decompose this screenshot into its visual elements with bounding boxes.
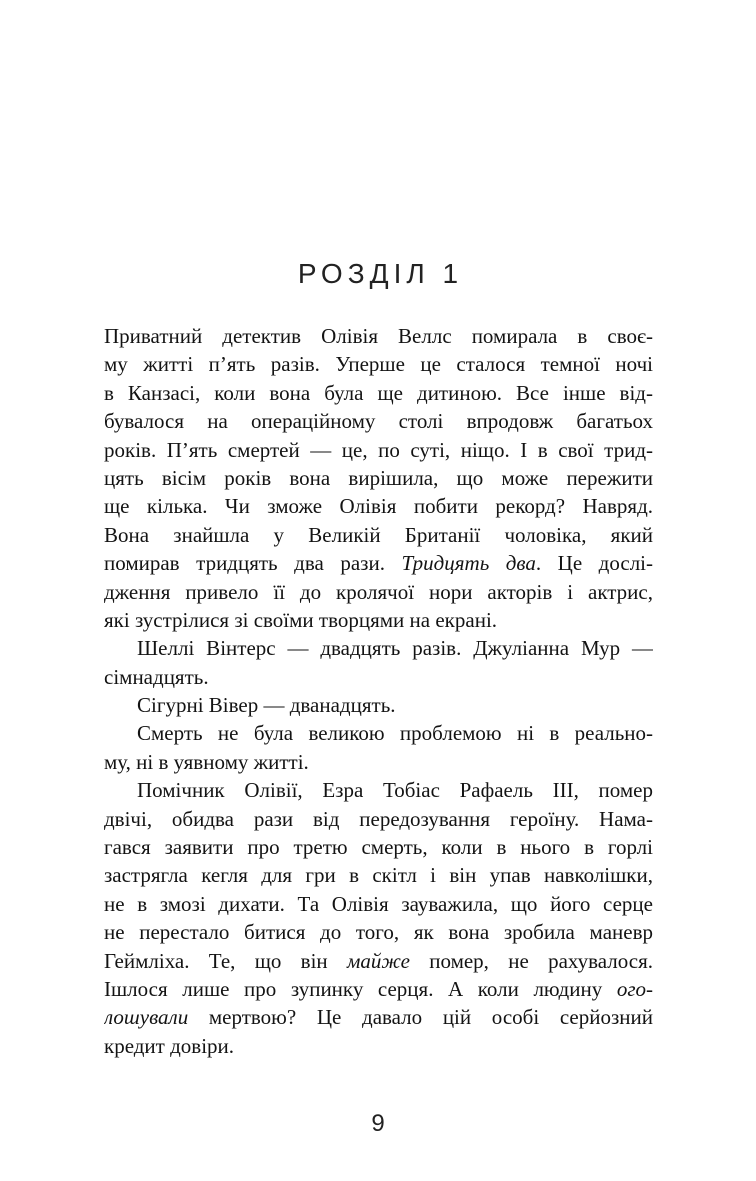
text-line xyxy=(104,805,653,833)
italic-text: ого- xyxy=(616,976,653,1001)
regular-text: не перестало битися до того, як вона зробила маневр xyxy=(104,920,653,945)
regular-text: бувалося на операційному столі впродовж багатьох xyxy=(104,409,653,434)
regular-text: цять вісім років вона вирішила, що може пережити xyxy=(104,465,653,490)
paragraph xyxy=(104,634,653,691)
text-line xyxy=(104,606,653,634)
regular-text: дження привело її до кролячої нори акторів і актрис, xyxy=(104,579,653,604)
paragraph xyxy=(104,719,653,776)
text-line xyxy=(104,379,653,407)
regular-text: сімнадцять. xyxy=(104,664,209,689)
text-line xyxy=(104,350,653,378)
regular-text: кредит довіри. xyxy=(104,1033,235,1058)
text-line xyxy=(104,918,653,946)
chapter-heading: РОЗДІЛ 1 xyxy=(297,258,464,289)
regular-text: Геймліха. Те, що він xyxy=(104,948,347,973)
text-line xyxy=(104,436,653,464)
regular-text: помирав тридцять два рази. xyxy=(104,551,402,576)
text-line xyxy=(104,322,653,350)
paragraph xyxy=(104,322,653,634)
body-text xyxy=(104,322,653,1060)
text-line xyxy=(104,947,653,975)
regular-text: не в змозі дихати. Та Олівія зауважила, що його серце xyxy=(104,891,653,916)
text-line xyxy=(104,407,653,435)
regular-text: . Це дослі- xyxy=(535,551,653,576)
regular-text: які зустрілися зі своїми творцями на екрані. xyxy=(104,607,498,632)
text-line xyxy=(104,748,653,776)
text-line xyxy=(104,691,653,719)
italic-text: лошували xyxy=(104,1005,189,1030)
text-line xyxy=(104,975,653,1003)
text-line xyxy=(104,521,653,549)
text-line xyxy=(104,464,653,492)
regular-text: ще кілька. Чи зможе Олівія побити рекорд? Навряд. xyxy=(104,494,653,519)
regular-text: гався заявити про третю смерть, коли в нього в горлі xyxy=(104,835,653,860)
page-number: 9 xyxy=(371,1110,385,1137)
regular-text: Приватний детектив Олівія Веллс помирала в своє- xyxy=(104,324,653,348)
regular-text: Помічник Олівії, Езра Тобіас Рафаель III, помер xyxy=(137,778,653,803)
text-line xyxy=(104,578,653,606)
regular-text: Шеллі Вінтерс — двадцять разів. Джуліанна Мур — xyxy=(137,636,653,661)
regular-text: Сігурні Вівер — дванадцять. xyxy=(137,693,396,718)
text-line xyxy=(104,890,653,918)
regular-text: застрягла кегля для гри в скітл і він упав навколішки, xyxy=(104,863,653,888)
italic-text: Тридцять два xyxy=(401,551,536,576)
text-line xyxy=(104,549,653,577)
regular-text: Смерть не була великою проблемою ні в реально- xyxy=(137,721,653,746)
text-line xyxy=(104,1032,653,1060)
regular-text: му житті п’ять разів. Уперше це сталося темної ночі xyxy=(104,352,653,377)
regular-text: мертвою? Це давало цій особі серйозний xyxy=(188,1005,653,1030)
paragraph xyxy=(104,776,653,1060)
text-line xyxy=(104,833,653,861)
paragraph xyxy=(104,691,653,719)
regular-text: Вона знайшла у Великій Британії чоловіка, який xyxy=(104,522,653,547)
text-line xyxy=(104,634,653,662)
text-line xyxy=(104,776,653,804)
text-line xyxy=(104,492,653,520)
regular-text: Ішлося лише про зупинку серця. А коли людину xyxy=(104,976,617,1001)
regular-text: му, ні в уявному житті. xyxy=(104,749,309,774)
text-line xyxy=(104,861,653,889)
regular-text: двічі, обидва рази від передозування героїну. Нама- xyxy=(104,806,653,831)
text-line xyxy=(104,1003,653,1031)
regular-text: років. П’ять смертей — це, по суті, ніщо. І в свої трид- xyxy=(104,437,653,462)
regular-text: в Канзасі, коли вона була ще дитиною. Все інше від- xyxy=(104,380,653,405)
text-line xyxy=(104,663,653,691)
text-line xyxy=(104,719,653,747)
italic-text: майже xyxy=(346,948,410,973)
regular-text: помер, не рахувалося. xyxy=(409,948,653,973)
